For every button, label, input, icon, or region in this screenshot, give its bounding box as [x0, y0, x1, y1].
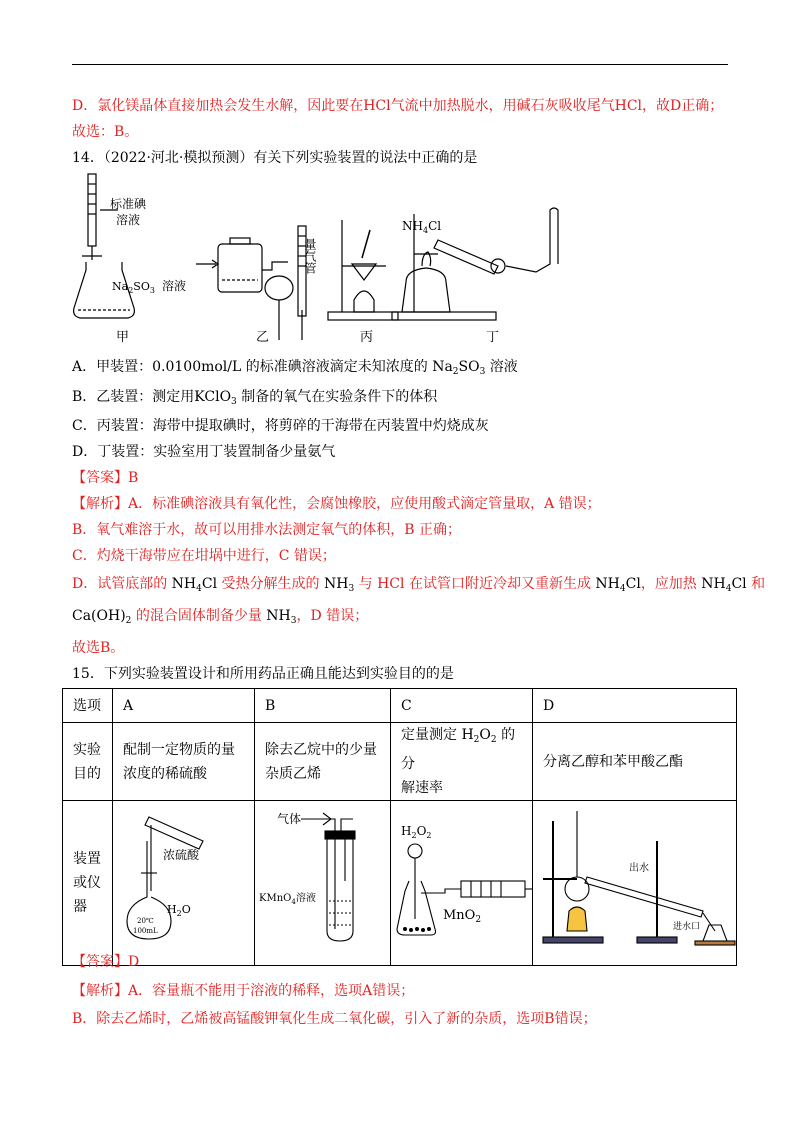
fig-d-condenser	[585, 877, 703, 917]
q14-analysis-d2: $Ca(OH)_2$ 的混合固体制备少量 $NH_3$，D 错误；	[72, 608, 369, 626]
fig-c-h2o2-label: $H_2O_2$	[401, 824, 432, 840]
label-yi: 乙	[256, 330, 270, 345]
yi-gas-tube-label: 量气管	[303, 238, 317, 274]
fig-c-connector	[421, 889, 461, 893]
q15-fig-d-cell	[533, 801, 737, 966]
q14-figure	[66, 170, 626, 340]
q15-apparatus-label: 装置 或仪 器	[63, 801, 113, 966]
fig-c-flask	[397, 881, 436, 935]
jia-na2so3-text: 溶液	[162, 279, 187, 293]
q14-answer: 【答案】B	[72, 470, 139, 486]
label-jia: 甲	[116, 330, 130, 345]
fig-a-temp: 20℃	[137, 917, 154, 925]
fig-a-water-label: $H_2O$	[167, 903, 191, 918]
fig-b-gas-label: 气体	[277, 812, 302, 826]
q14-option-b: B．乙装置：测定用KClO$_3$ 制备的氧气在实验条件下的体积	[72, 389, 438, 407]
jia-burette	[88, 174, 96, 246]
q15-analysis-b: B．除去乙烯时，乙烯被高锰酸钾氧化生成二氧化碳，引入了新的杂质，选项B错误；	[72, 1011, 597, 1027]
q15-purpose-b: 除去乙烷中的少量 杂质乙烯	[255, 723, 391, 801]
q15-header-c: C	[391, 689, 533, 723]
fig-c-funnel	[408, 844, 422, 858]
fig-c-mno2-label: MnO$_2$	[443, 908, 482, 925]
prev-answer-line-2: 故选：B。	[72, 124, 139, 140]
q14-analysis-end: 故选B。	[72, 640, 125, 656]
q15-fig-a	[113, 801, 255, 957]
q14-analysis-d1: D．试管底部的 $NH_4Cl$ 受热分解生成的 $NH_3$ 与 HCl 在试管口附近冷却又重新生成 $NH_4Cl$，应加热 $NH_4Cl$ 和	[72, 576, 766, 594]
fig-a-volume: 100mL	[133, 927, 158, 935]
fig-a-cylinder	[145, 817, 203, 849]
q15-purpose-a: 配制一定物质的量 浓度的稀硫酸	[113, 723, 255, 801]
q15-header-b: B	[255, 689, 391, 723]
fig-d-base-left	[543, 937, 603, 943]
q15-table	[62, 688, 737, 966]
fig-d-base-right	[637, 937, 677, 943]
prev-answer-line-1: D．氯化镁晶体直接加热会发生水解，因此要在HCl气流中加热脱水，用碱石灰吸收尾气HCl，故D正确；	[72, 98, 724, 114]
q15-header-option: 选项	[63, 689, 113, 723]
yi-funnel	[265, 276, 293, 300]
label-bing: 丙	[360, 330, 374, 345]
q15-fig-d	[533, 801, 737, 957]
q15-purpose-c: 定量测定 $H_2O_2$ 的分 解速率	[391, 723, 533, 801]
fig-a-acid-label: 浓硫酸	[163, 848, 200, 862]
q15-fig-b-cell	[255, 801, 391, 966]
q15-fig-c-cell	[391, 801, 533, 966]
jia-std-iodine-label-2: 溶液	[116, 213, 141, 227]
ding-test-tube	[434, 240, 498, 274]
q15-apparatus-row	[63, 801, 737, 966]
header-rule	[72, 64, 728, 65]
fig-d-water-in: 进水口	[673, 922, 701, 932]
bing-base	[328, 312, 398, 320]
jia-std-iodine-label: 标准碘	[110, 197, 147, 211]
ding-lamp	[402, 268, 450, 312]
fig-b-test-tube	[327, 839, 353, 941]
q14-option-a: A．甲装置：0.0100mol/L 的标准碘溶液滴定未知浓度的 $Na_2SO_3$ 溶液	[72, 359, 518, 377]
q15-stem: 15．下列实验装置设计和所用药品正确且能达到实验目的的是	[72, 666, 454, 682]
q15-fig-c	[391, 801, 533, 957]
bing-lamp	[354, 291, 374, 312]
q14-analysis-c: C．灼烧干海带应在坩埚中进行，C 错误；	[72, 548, 336, 564]
label-ding: 丁	[486, 330, 500, 345]
ding-base	[392, 312, 496, 320]
q15-header-row	[63, 689, 737, 723]
fig-d-water-out: 出水	[629, 863, 649, 874]
q15-header-a: A	[113, 689, 255, 723]
q15-header-d: D	[533, 689, 737, 723]
q15-purpose-label: 实验 目的	[63, 723, 113, 801]
q14-analysis-a: 【解析】A．标准碘溶液具有氧化性，会腐蚀橡胶，应使用酸式滴定管量取，A 错误；	[72, 496, 601, 512]
fig-d-receiver	[703, 925, 727, 941]
fig-d-lamp	[567, 907, 587, 931]
fig-b-kmno4-label: KMnO$_4$溶液	[259, 893, 316, 906]
q14-analysis-b: B．氧气难溶于水，故可以用排水法测定氧气的体积，B 正确；	[72, 522, 462, 538]
jia-na2so3-formula: $Na_2SO_3$	[112, 280, 155, 295]
ding-nh4cl-label: $NH_4Cl$	[402, 219, 442, 235]
q15-fig-a-cell	[113, 801, 255, 966]
q15-answer: 【答案】D	[72, 954, 140, 970]
q14-option-d: D．丁装置：实验室用丁装置制备少量氨气	[72, 444, 336, 460]
q14-stem: 14．（2022·河北·模拟预测）有关下列实验装置的说法中正确的是	[72, 150, 478, 166]
q15-purpose-d: 分离乙醇和苯甲酸乙酯	[533, 723, 737, 801]
yi-bottle	[218, 244, 262, 292]
fig-b-inlet-tube	[301, 819, 335, 831]
ding-collect-tube	[506, 208, 558, 272]
q15-purpose-row	[63, 723, 737, 801]
q14-option-c: C．丙装置：海带中提取碘时，将剪碎的干海带在丙装置中灼烧成灰	[72, 418, 489, 434]
q15-fig-b	[255, 801, 391, 957]
q15-analysis-a: 【解析】A．容量瓶不能用于溶液的稀释，选项A错误；	[72, 983, 415, 999]
